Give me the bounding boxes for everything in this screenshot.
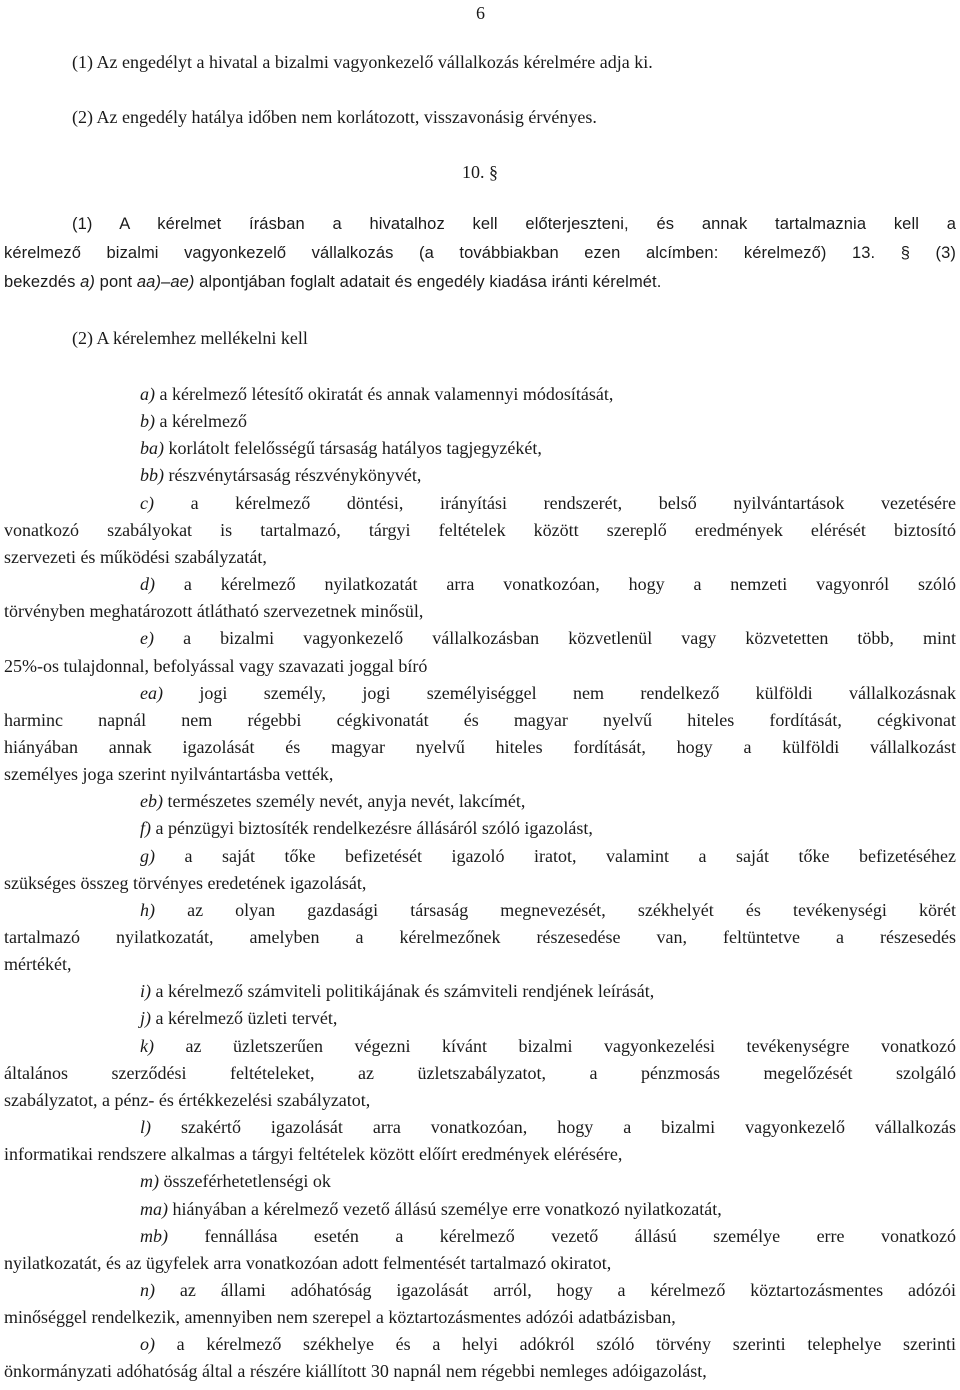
paragraph-10-1-line-1: (1) A kérelmet írásban a hivatalhoz kell előterjeszteni, és annak tartalmaznia kell a [72,215,956,233]
list-item-text: az olyan gazdasági társaság megnevezését, székhelyét és tevékenységi körét [155,899,956,920]
list-item-marker: eb) [140,791,163,812]
list-item-continuation: önkormányzati adóhatóság által a részére kiállított 30 napnál nem régebbi nemleges adóigazolást, [4,1361,707,1382]
list-item-text: a kérelmező létesítő okiratát és annak valamennyi módosítását, [155,384,614,404]
list-item-text: a pénzügyi biztosíték rendelkezésre állásáról szóló igazolást, [151,818,593,839]
list-item [140,1006,337,1030]
list-item [140,789,525,813]
list-item-marker: o) [140,1334,155,1355]
list-item-marker: a) [140,384,155,404]
paragraph-10-2: (2) A kérelemhez mellékelni kell [72,328,308,348]
list-item [140,979,654,1003]
list-item-text: a kérelmező számviteli politikájának és számviteli rendjének leírását, [151,981,655,1002]
list-item-marker: d) [140,574,155,595]
list-item-text: jogi személy, jogi személyiséggel nem rendelkező külföldi vállalkozásnak [162,682,956,703]
list-item-text: fennállása esetén a kérelmező vezető állású személye erre vonatkozó [168,1225,956,1246]
list-item [140,491,956,515]
ref-point-a: a) [80,273,95,291]
list-item-continuation: vonatkozó szabályokat is tartalmazó, tárgyi feltételek között szereplő eredmények elérését biztosító [4,519,956,540]
list-item [140,1224,956,1248]
list-item-text: természetes személy nevét, anyja nevét, lakcímét, [162,791,526,812]
list-item [140,382,613,406]
list-item-marker: ba) [140,438,164,459]
list-item-text: az állami adóhatóság igazolását arról, hogy a kérelmező köztartozásmentes adózói [155,1279,956,1300]
list-item-marker: j) [140,1008,151,1029]
page-number: 6 [476,3,485,23]
list-item [140,1115,956,1139]
list-item-marker: h) [140,899,155,920]
list-item-marker: bb) [140,465,164,486]
list-item [140,436,542,460]
list-item-marker: k) [140,1035,154,1056]
list-item [140,409,247,433]
list-item-continuation: személyes joga szerint nyilvántartásba vették, [4,764,334,785]
list-item [140,1278,956,1302]
list-item [140,898,956,922]
list-item-marker: c) [140,492,154,513]
list-item-text: szakértő igazolását arra vonatkozóan, hogy a bizalmi vagyonkezelő vállalkozás [151,1117,956,1138]
list-item-marker: ea) [140,682,163,703]
list-item-marker: i) [140,981,151,1002]
list-item [140,1169,331,1193]
list-item [140,463,421,487]
list-item [140,572,956,596]
list-item-text: a bizalmi vagyonkezelő vállalkozásban közvetlenül vagy közvetetten több, mint [153,628,956,649]
list-item-marker: l) [140,1117,151,1138]
list-item-continuation: hiányában annak igazolását és magyar nyelvű hiteles fordítását, hogy a külföldi vállalkozást [4,736,956,757]
list-item-marker: n) [140,1279,155,1300]
list-item-continuation: informatikai rendszere alkalmas a tárgyi feltételek között előírt eredmények elérésére, [4,1144,623,1165]
list-item [140,681,956,705]
list-item [140,1034,956,1058]
list-item-text: a saját tőke befizetését igazoló iratot, valamint a saját tőke befizetéséhez [155,845,956,866]
list-item-marker: e) [140,628,154,649]
list-item-text: a kérelmező székhelye és a helyi adókról szóló törvény szerinti telephelye szerinti [155,1334,956,1355]
list-item-text: hiányában a kérelmező vezető állású személye erre vonatkozó nyilatkozatát, [168,1198,722,1219]
list-item-continuation: 25%-os tulajdonnal, befolyással vagy szavazati joggal bíró [4,655,428,676]
list-item-continuation: szabályzatot, a pénz- és értékkezelési szabályzatot, [4,1089,371,1110]
list-item-marker: g) [140,845,155,866]
paragraph-10-1-line-3: bekezdés a) pont aa)–ae) alpontjában foglalt adatait és engedély kiadása iránti kérelmét. [4,273,662,291]
list-item [140,626,956,650]
list-item-continuation: törvényben meghatározott átlátható szervezetnek minősül, [4,601,424,622]
list-item-text: a kérelmező döntési, irányítási rendszerét, belső nyilvántartások vezetésére [153,492,956,513]
list-item [140,844,956,868]
list-item-continuation: harminc napnál nem régebbi cégkivonatát és magyar nyelvű hiteles fordítását, cégkivonat [4,709,956,730]
list-item-text: az üzletszerűen végezni kívánt bizalmi vagyonkezelési tevékenységre vonatkozó [153,1035,956,1056]
list-item-marker: ma) [140,1198,168,1219]
list-item-text: korlátolt felelősségű társaság hatályos tagjegyzékét, [164,438,542,459]
list-item-continuation: szükséges összeg törvényes eredetének igazolását, [4,872,367,893]
list-item-marker: m) [140,1171,159,1192]
list-item-text: a kérelmező [155,411,247,432]
list-item-continuation: nyilatkozatát, és az ügyfelek arra vonatkozóan adott felmentését tartalmazó okiratot, [4,1252,612,1273]
list-item-marker: mb) [140,1225,168,1246]
list-item-marker: f) [140,818,151,839]
list-item-text: a kérelmező nyilatkozatát arra vonatkozóan, hogy a nemzeti vagyonról szóló [155,574,956,595]
ref-subpoint-range: aa)–ae) [136,273,195,291]
section-heading: 10. § [462,162,498,182]
list-item-text: részvénytársaság részvénykönyvét, [164,465,422,486]
list-item [140,816,593,840]
list-item [140,1197,722,1221]
list-item-continuation: mértékét, [4,954,72,975]
list-item-marker: b) [140,411,155,432]
paragraph-10-1-line-2: kérelmező bizalmi vagyonkezelő vállalkozás (a továbbiakban ezen alcímben: kérelmező) 13. § (3) [4,244,956,262]
paragraph-9-2: (2) Az engedély hatálya időben nem korlátozott, visszavonásig érvényes. [72,107,597,127]
list-item-continuation: minőséggel rendelkezik, amennyiben nem szerepel a köztartozásmentes adózói adatbázisban, [4,1307,676,1328]
list-item-continuation: szervezeti és működési szabályzatát, [4,546,267,567]
paragraph-9-1: (1) Az engedélyt a hivatal a bizalmi vagyonkezelő vállalkozás kérelmére adja ki. [72,52,653,72]
list-item-continuation: tartalmazó nyilatkozatát, amelyben a kérelmezőnek részesedése van, feltüntetve a részesedés [4,927,956,947]
list-item-continuation: általános szerződési feltételeket, az üzletszabályzatot, a pénzmosás megelőzését szolgáló [4,1062,956,1083]
list-item [140,1332,956,1356]
list-item-text: a kérelmező üzleti tervét, [151,1008,338,1029]
list-item-text: összeférhetetlenségi ok [159,1171,331,1192]
